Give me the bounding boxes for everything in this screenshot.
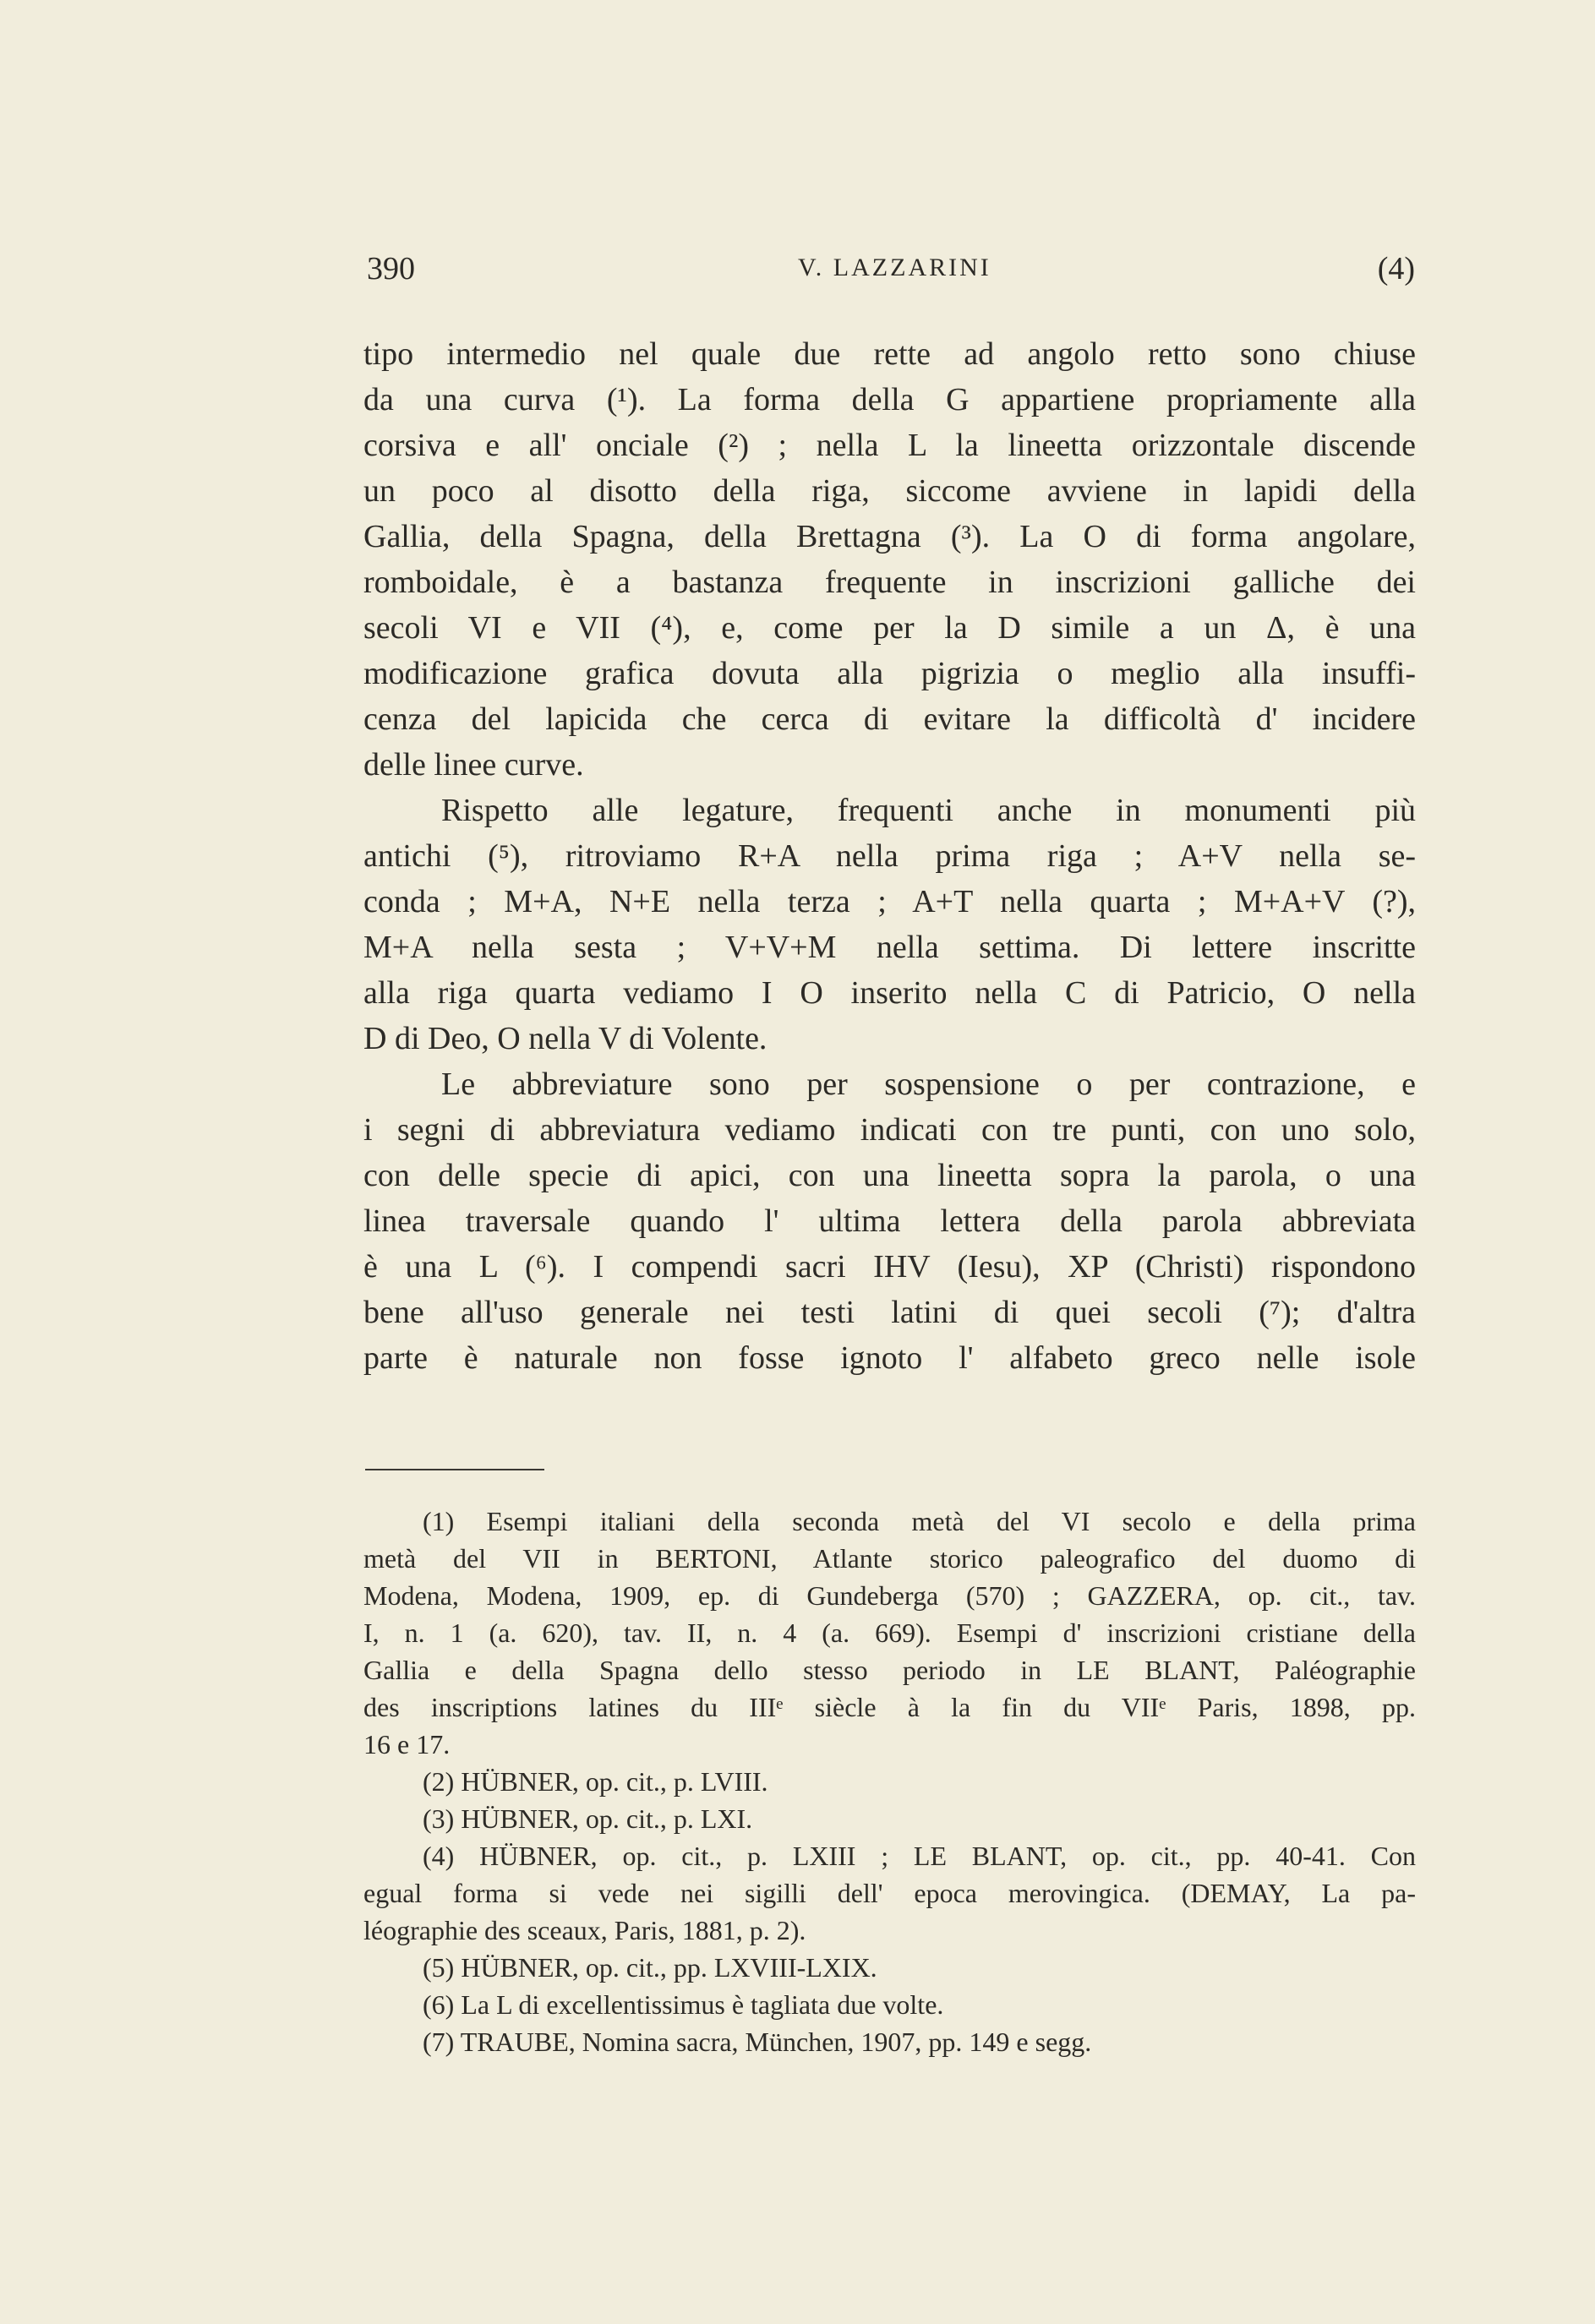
body-line: conda ; M+A, N+E nella terza ; A+T nella quarta ; M+A+V (?),	[363, 884, 1416, 919]
footnote-line: (5) HÜBNER, op. cit., pp. LXVIII-LXIX.	[423, 1952, 877, 1983]
footnote-line: léographie des sceaux, Paris, 1881, p. 2).	[363, 1915, 806, 1945]
footnote-separator	[365, 1469, 544, 1470]
footnote-number: (1)	[423, 1506, 455, 1536]
body-line: delle linee curve.	[363, 747, 584, 783]
footnote-line: egual forma si vede nei sigilli dell' epoca merovingica. (DEMAY, La pa-	[363, 1878, 1416, 1908]
footnote	[363, 1503, 1416, 1763]
footnote	[363, 1986, 1416, 2023]
body-line: M+A nella sesta ; V+V+M nella settima. Di lettere inscritte	[363, 930, 1416, 965]
footnote-line: (2) HÜBNER, op. cit., p. LVIII.	[423, 1766, 768, 1797]
footnote	[363, 1800, 1416, 1837]
page-number: 390	[367, 251, 415, 286]
footnote-line: (3) HÜBNER, op. cit., p. LXI.	[423, 1803, 753, 1834]
body-line: da una curva (¹). La forma della G appartiene propriamente alla	[363, 382, 1416, 417]
section-number: (4)	[1377, 251, 1415, 286]
body-line: bene all'uso generale nei testi latini di quei secoli (⁷); d'altra	[363, 1295, 1416, 1330]
body-line: linea traversale quando l' ultima lettera della parola abbreviata	[363, 1203, 1416, 1239]
page-header	[367, 250, 1415, 292]
footnote-line: (7) TRAUBE, Nomina sacra, München, 1907, pp. 149 e segg.	[423, 2027, 1092, 2057]
body-text	[363, 331, 1416, 1381]
body-line: Le abbreviature sono per sospensione o per contrazione, e	[441, 1067, 1416, 1102]
body-line: antichi (⁵), ritroviamo R+A nella prima riga ; A+V nella se-	[363, 838, 1416, 874]
body-line: corsiva e all' onciale (²) ; nella L la lineetta orizzontale discende	[363, 428, 1416, 463]
body-line: è una L (⁶). I compendi sacri IHV (Iesu), XP (Christi) rispondono	[363, 1249, 1416, 1285]
footnote-line: metà del VII in BERTONI, Atlante storico paleografico del duomo di	[363, 1543, 1416, 1574]
footnote-line: (1) Esempi italiani della seconda metà del VI secolo e della prima	[423, 1506, 1417, 1536]
body-line: Rispetto alle legature, frequenti anche in monumenti più	[441, 793, 1416, 828]
footnotes	[363, 1503, 1416, 2060]
footnote-line: I, n. 1 (a. 620), tav. II, n. 4 (a. 669). Esempi d' inscrizioni cristiane della	[363, 1618, 1416, 1648]
body-line: modificazione grafica dovuta alla pigrizia o meglio alla insuffi-	[363, 656, 1416, 691]
body-line: D di Deo, O nella V di Volente.	[363, 1021, 767, 1056]
body-line: cenza del lapicida che cerca di evitare la difficoltà d' incidere	[363, 701, 1416, 737]
footnote-line: des inscriptions latines du IIIᵉ siècle à la fin du VIIᵉ Paris, 1898, pp.	[363, 1692, 1416, 1722]
body-line: romboidale, è a bastanza frequente in inscrizioni galliche dei	[363, 565, 1416, 600]
body-line: Gallia, della Spagna, della Brettagna (³). La O di forma angolare,	[363, 519, 1416, 554]
body-line: secoli VI e VII (⁴), e, come per la D simile a un Δ, è una	[363, 610, 1416, 646]
footnote	[363, 2023, 1416, 2060]
footnote-line: (4) HÜBNER, op. cit., p. LXIII ; LE BLANT, op. cit., pp. 40-41. Con	[423, 1841, 1417, 1871]
footnote-line: Modena, Modena, 1909, ep. di Gundeberga (570) ; GAZZERA, op. cit., tav.	[363, 1580, 1416, 1611]
body-line: parte è naturale non fosse ignoto l' alfabeto greco nelle isole	[363, 1340, 1416, 1376]
body-line: alla riga quarta vediamo I O inserito nella C di Patricio, O nella	[363, 975, 1416, 1011]
footnote-number: (3)	[423, 1803, 455, 1834]
body-line: tipo intermedio nel quale due rette ad angolo retto sono chiuse	[363, 336, 1416, 372]
footnote	[363, 1949, 1416, 1986]
footnote-number: (6)	[423, 1989, 455, 2020]
running-head: V. LAZZARINI	[798, 254, 991, 281]
body-line: con delle specie di apici, con una lineetta sopra la parola, o una	[363, 1158, 1416, 1193]
body-line: i segni di abbreviatura vediamo indicati con tre punti, con uno solo,	[363, 1112, 1416, 1148]
footnote-line: 16 e 17.	[363, 1729, 451, 1759]
footnote-number: (2)	[423, 1766, 455, 1797]
footnote-number: (5)	[423, 1952, 455, 1983]
footnote	[363, 1763, 1416, 1800]
footnote-number: (7)	[423, 2027, 455, 2057]
footnote	[363, 1837, 1416, 1949]
footnote-line: Gallia e della Spagna dello stesso periodo in LE BLANT, Paléographie	[363, 1655, 1416, 1685]
footnote-line: (6) La L di excellentissimus è tagliata due volte.	[423, 1989, 944, 2020]
body-line: un poco al disotto della riga, siccome avviene in lapidi della	[363, 473, 1416, 509]
footnote-number: (4)	[423, 1841, 455, 1871]
